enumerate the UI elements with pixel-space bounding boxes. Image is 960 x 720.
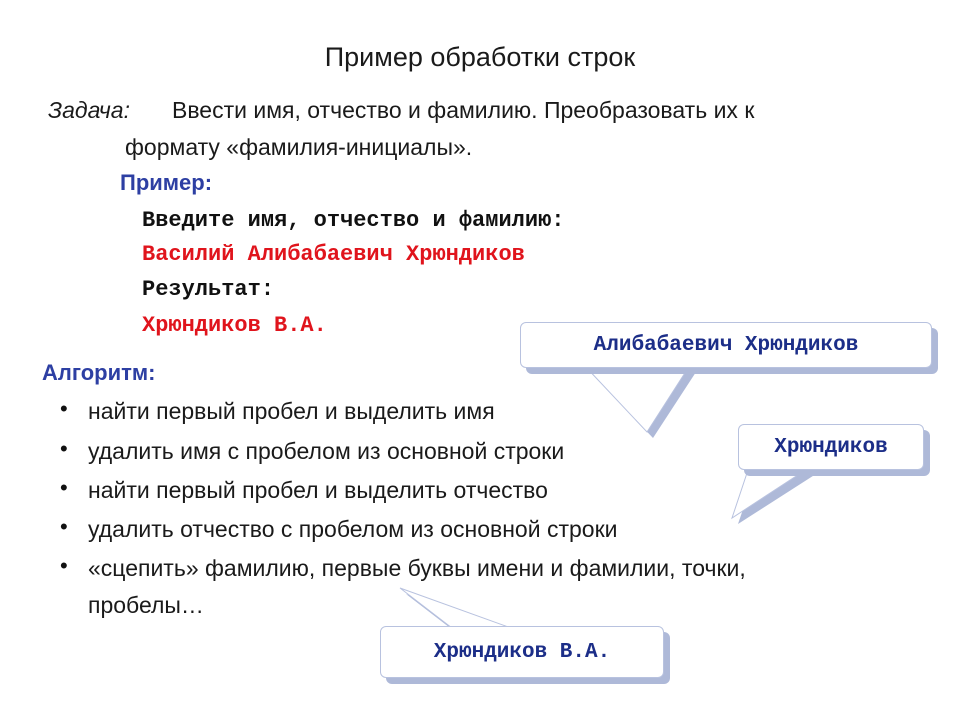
example-prompt: Введите имя, отчество и фамилию: xyxy=(142,208,565,233)
task-label: Задача: xyxy=(48,97,130,123)
example-result-label: Результат: xyxy=(142,277,275,302)
algorithm-step-5-continuation: пробелы… xyxy=(88,592,204,618)
task-text-line-2: формату «фамилия-инициалы». xyxy=(125,134,473,160)
bullet-marker: • xyxy=(60,553,68,578)
bullet-marker: • xyxy=(60,396,68,421)
algorithm-label: Алгоритм: xyxy=(42,360,156,385)
bullet-marker: • xyxy=(60,436,68,461)
callout-tail-3 xyxy=(400,588,511,628)
algorithm-step-3: найти первый пробел и выделить отчество xyxy=(88,477,548,503)
callout-tail-2 xyxy=(732,467,810,518)
example-input: Василий Алибабаевич Хрюндиков xyxy=(142,242,525,267)
algorithm-step-5: «сцепить» фамилию, первые буквы имени и фамилии, точки, xyxy=(88,555,746,581)
algorithm-step-1: найти первый пробел и выделить имя xyxy=(88,398,495,424)
bullet-marker: • xyxy=(60,514,68,539)
algorithm-step-4: удалить отчество с пробелом из основной строки xyxy=(88,516,618,542)
callout-patronymic-surname: Алибабаевич Хрюндиков xyxy=(520,322,932,368)
algorithm-step-2: удалить имя с пробелом из основной строки xyxy=(88,438,565,464)
callout-result: Хрюндиков В.А. xyxy=(380,626,664,678)
callout-surname: Хрюндиков xyxy=(738,424,924,470)
example-result: Хрюндиков В.А. xyxy=(142,313,327,338)
slide-title: Пример обработки строк xyxy=(324,42,636,72)
bullet-marker: • xyxy=(60,475,68,500)
task-text-line-1: Ввести имя, отчество и фамилию. Преобразовать их к xyxy=(172,97,755,123)
example-label: Пример: xyxy=(120,170,213,195)
